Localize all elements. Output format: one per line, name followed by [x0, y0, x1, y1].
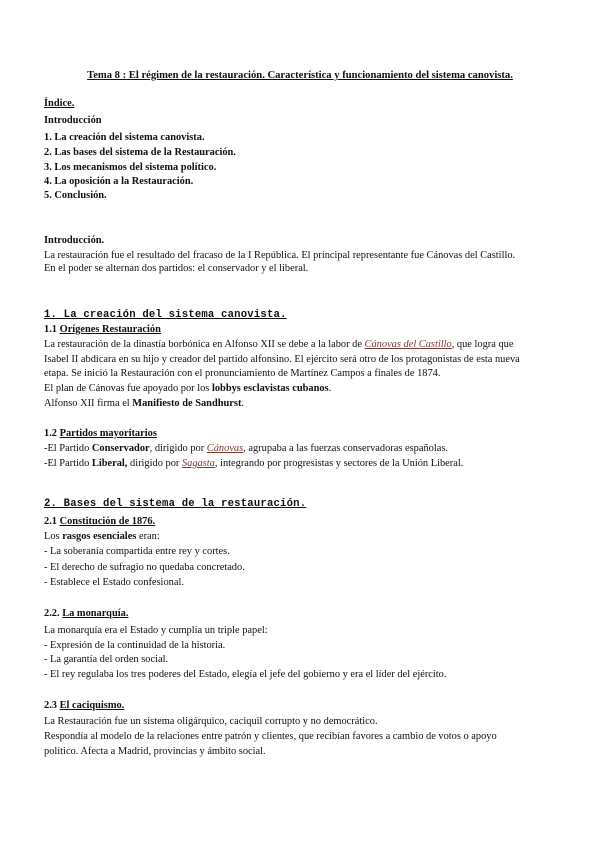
subsection-2-3-heading [44, 699, 124, 713]
subsection-title: El caciquismo. [59, 700, 125, 711]
index-item: 3. Los mecanismos del sistema político. [44, 162, 217, 173]
section-2-heading: 2. Bases del sistema de la restauración. [44, 498, 307, 510]
index-item: 1. La creación del sistema canovista. [44, 132, 205, 143]
list-item: - Expresión de la continuidad de la historia. [44, 640, 226, 651]
index-item: Introducción [44, 115, 102, 126]
paragraph-line: La Restauración fue un sistema oligárquico, caciquil corrupto y no democrático. [44, 716, 378, 727]
paragraph-line: El plan de Cánovas fue apoyado por los lobbys esclavistas cubanos. [44, 383, 332, 394]
index-heading: Índice. [44, 98, 75, 109]
list-item: - Establece el Estado confesional. [44, 577, 184, 588]
document-title [0, 70, 600, 81]
paragraph-line: Isabel II abdicara en su hijo y creador del partido alfonsino. El ejército será otro de los protagonistas de esta nueva [44, 354, 520, 365]
subsection-number: 1.1 [44, 324, 57, 335]
list-item: - El derecho de sufragio no quedaba concretado. [44, 562, 245, 573]
link-canovas-del-castillo[interactable]: Cánovas del Castillo [364, 339, 452, 350]
subsection-2-2-heading [44, 607, 128, 621]
subsection-2-1-heading [44, 515, 155, 529]
paragraph-line: Alfonso XII firma el Manifiesto de Sandhurst. [44, 398, 245, 409]
subsection-title: Constitución de 1876. [59, 516, 156, 527]
link-sagasta[interactable]: Sagasta [181, 458, 215, 469]
subsection-title: Orígenes Restauración [59, 324, 161, 335]
subsection-number: 2.1 [44, 516, 57, 527]
title-text: El régimen de la restauración. Característica y funcionamiento del sistema canovista. [126, 70, 513, 81]
subsection-1-2-heading [44, 427, 157, 441]
section-1-heading: 1. La creación del sistema canovista. [44, 309, 287, 321]
subsection-number: 2.2. [44, 608, 60, 619]
list-item: - La soberanía compartida entre rey y cortes. [44, 546, 230, 557]
intro-paragraph: La restauración fue el resultado del fracaso de la I República. El principal representante fue Cánovas del Castillo. [44, 250, 516, 261]
intro-heading: Introducción. [44, 235, 105, 246]
list-item: -El Partido Liberal, dirigido por Sagasta, integrando por progresistas y sectores de la Unión Liberal. [44, 458, 464, 469]
topic-number: Tema 8 : [87, 70, 127, 81]
paragraph-line: La restauración de la dinastía borbónica en Alfonso XII se debe a la labor de Cánovas del Castillo, que logra que [44, 339, 514, 350]
link-canovas[interactable]: Cánovas [206, 443, 244, 454]
index-item: 4. La oposición a la Restauración. [44, 176, 194, 187]
paragraph-line: Los rasgos esenciales eran: [44, 531, 160, 542]
subsection-title: Partidos mayoritarios [59, 428, 157, 439]
paragraph-line: político. Afecta a Madrid, provincias y ámbito social. [44, 746, 266, 757]
paragraph-line: etapa. Se inició la Restauración con el pronunciamiento de Martínez Campos a finales de 1874. [44, 368, 441, 379]
subsection-number: 1.2 [44, 428, 57, 439]
list-item: - La garantía del orden social. [44, 654, 169, 665]
index-item: 5. Conclusión. [44, 190, 107, 201]
intro-paragraph: En el poder se alternan dos partidos: el conservador y el liberal. [44, 263, 309, 274]
list-item: - El rey regulaba los tres poderes del Estado, elegía el jefe del gobierno y era el líder del ejército. [44, 669, 447, 680]
subsection-number: 2.3 [44, 700, 57, 711]
paragraph-line: Respondía al modelo de la relaciones entre patrón y clientes, que recibían favores a cambio de votos o apoyo [44, 731, 497, 742]
index-item: 2. Las bases del sistema de la Restauración. [44, 147, 236, 158]
list-item: -El Partido Conservador, dirigido por Cánovas, agrupaba a las fuerzas conservadoras españolas. [44, 443, 449, 454]
subsection-title: La monarquía. [62, 608, 129, 619]
paragraph-line: La monarquía era el Estado y cumplía un triple papel: [44, 625, 268, 636]
subsection-1-1-heading [44, 323, 161, 337]
